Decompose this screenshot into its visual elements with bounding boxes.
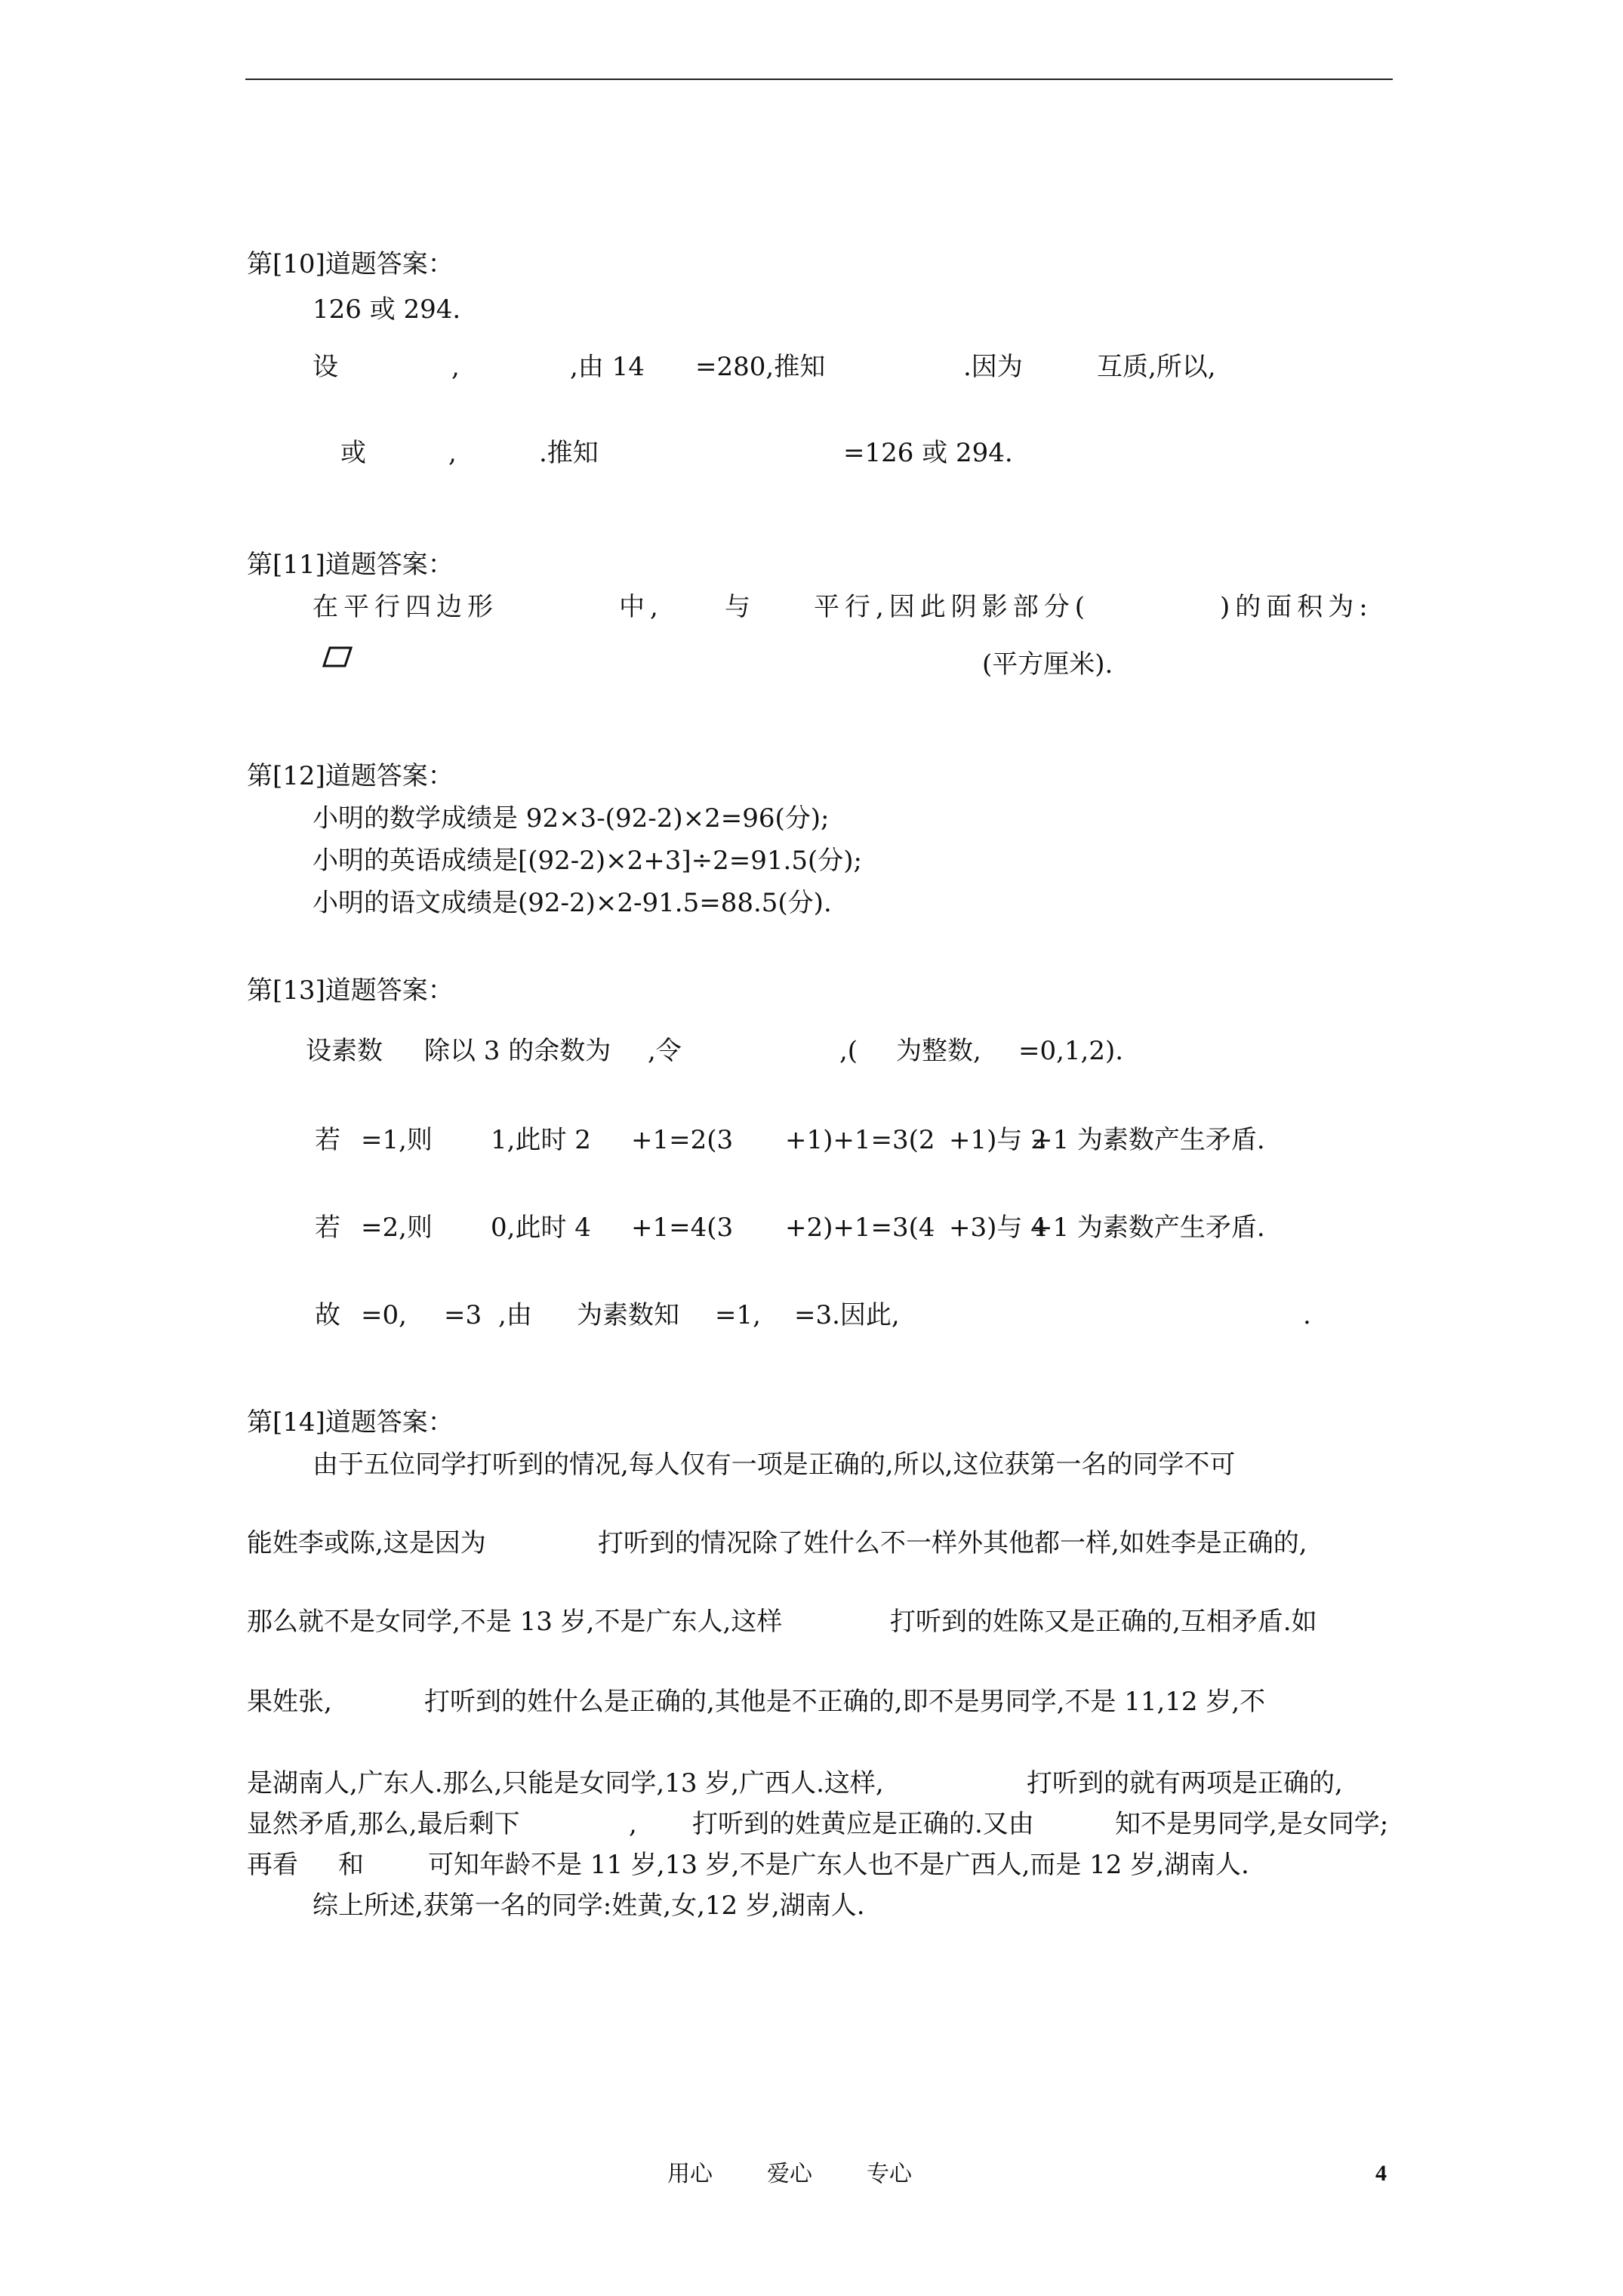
q13-line2-g: +1 为素数产生矛盾. (1031, 1125, 1265, 1155)
q12-math-score: 小明的数学成绩是 92×3-(92-2)×2=96(分); (313, 803, 830, 834)
q10-line3-b: , (448, 438, 457, 468)
footer-left: 用心 (667, 2161, 713, 2187)
q13-line1-f: =0,1,2). (1018, 1036, 1124, 1066)
q10-line2-b: , (451, 352, 460, 382)
q13-line1-e: 为整数, (896, 1036, 981, 1066)
q14-line3-b: 打听到的姓陈又是正确的,互相矛盾.如 (890, 1607, 1317, 1637)
q13-line4-g: =3.因此, (794, 1300, 900, 1330)
q10-heading: 第[10]道题答案： (247, 249, 454, 279)
q11-heading: 第[11]道题答案： (247, 550, 454, 580)
q14-line2-b: 打听到的情况除了姓什么不一样外其他都一样,如姓李是正确的, (598, 1528, 1307, 1558)
q14-line6-d: 知不是男同学,是女同学; (1115, 1809, 1389, 1839)
footer-middle: 爱心 (767, 2161, 812, 2187)
q14-line2-a: 能姓李或陈,这是因为 (247, 1528, 486, 1558)
q13-line4-b: =0, (361, 1300, 407, 1330)
header-rule (245, 79, 1393, 80)
q13-line4-c: =3 (444, 1300, 482, 1330)
q13-line1-d: ,( (839, 1036, 858, 1066)
q10-line2-f: 互质,所以, (1097, 352, 1216, 382)
q13-line2-f: +1)与 2 (949, 1125, 1047, 1155)
q13-line4-a: 故 (315, 1300, 340, 1330)
q14-heading: 第[14]道题答案： (247, 1407, 454, 1438)
q10-line3-d: =126 或 294. (843, 438, 1013, 468)
q13-line3-c: 0,此时 4 (491, 1213, 591, 1243)
q14-line3-a: 那么就不是女同学,不是 13 岁,不是广东人,这样 (247, 1607, 783, 1637)
q13-line3-g: +1 为素数产生矛盾. (1031, 1213, 1265, 1243)
q11-line1-c: 与 (725, 592, 750, 622)
q13-line3-d: +1=4(3 (631, 1213, 734, 1243)
q13-line2-d: +1=2(3 (631, 1125, 734, 1155)
q14-line5-a: 是湖南人,广东人.那么,只能是女同学,13 岁,广西人.这样, (247, 1768, 884, 1798)
q13-line2-b: =1,则 (361, 1125, 433, 1155)
q12-chinese-score: 小明的语文成绩是(92-2)×2-91.5=88.5(分). (313, 888, 832, 918)
q10-line2-c: ,由 14 (570, 352, 645, 382)
q13-line4-d: ,由 (498, 1300, 532, 1330)
q14-line5-b: 打听到的就有两项是正确的, (1027, 1768, 1343, 1798)
q14-line6-c: 打听到的姓黄应是正确的.又由 (692, 1809, 1034, 1839)
q14-line6-b: , (629, 1809, 637, 1839)
q10-line2-d: =280,推知 (695, 352, 826, 382)
q10-line3-a: 或 (340, 438, 366, 468)
q14-line6-a: 显然矛盾,那么,最后剩下 (247, 1809, 520, 1839)
q10-line2-a: 设 (313, 352, 338, 382)
q13-line3-b: =2,则 (361, 1213, 433, 1243)
q14-line7-b: 和 (338, 1850, 364, 1880)
q13-line3-f: +3)与 4 (949, 1213, 1047, 1243)
footer-right: 专心 (867, 2161, 912, 2187)
q14-line4-a: 果姓张, (247, 1687, 332, 1717)
q14-line7-a: 再看 (247, 1850, 298, 1880)
q13-line2-a: 若 (315, 1125, 340, 1155)
q13-line1-b: 除以 3 的余数为 (424, 1036, 611, 1066)
q12-heading: 第[12]道题答案： (247, 761, 454, 791)
q11-line1-e: )的面积为: (1220, 592, 1373, 622)
parallelogram-icon (322, 643, 353, 670)
q10-answer: 126 或 294. (313, 294, 461, 325)
q14-line4-b: 打听到的姓什么是正确的,其他是不正确的,即不是男同学,不是 11,12 岁,不 (424, 1687, 1266, 1717)
q13-heading: 第[13]道题答案： (247, 975, 454, 1006)
q13-line2-c: 1,此时 2 (491, 1125, 591, 1155)
q13-line4-e: 为素数知 (577, 1300, 679, 1330)
q14-conclusion: 综上所述,获第一名的同学:姓黄,女,12 岁,湖南人. (313, 1891, 865, 1921)
q11-line1-d: 平行,因此阴影部分( (814, 592, 1091, 622)
page-number: 4 (1375, 2161, 1387, 2186)
q13-line4-f: =1, (715, 1300, 761, 1330)
q13-line2-e: +1)+1=3(2 (785, 1125, 935, 1155)
q10-line3-c: .推知 (539, 438, 599, 468)
q10-line2-e: .因为 (963, 352, 1023, 382)
q12-english-score: 小明的英语成绩是[(92-2)×2+3]÷2=91.5(分); (313, 846, 862, 876)
q11-line1-a: 在平行四边形 (313, 592, 498, 622)
q14-line7-c: 可知年龄不是 11 岁,13 岁,不是广东人也不是广西人,而是 12 岁,湖南人. (428, 1850, 1249, 1880)
q14-line1: 由于五位同学打听到的情况,每人仅有一项是正确的,所以,这位获第一名的同学不可 (313, 1450, 1236, 1480)
q13-line3-a: 若 (315, 1213, 340, 1243)
q13-line1-a: 设素数 (306, 1036, 383, 1066)
q13-line3-e: +2)+1=3(4 (785, 1213, 935, 1243)
q13-line4-h: . (1303, 1300, 1311, 1330)
q11-line1-b: 中, (619, 592, 664, 622)
q13-line1-c: ,令 (648, 1036, 682, 1066)
q11-line2-unit: (平方厘米). (982, 649, 1113, 680)
